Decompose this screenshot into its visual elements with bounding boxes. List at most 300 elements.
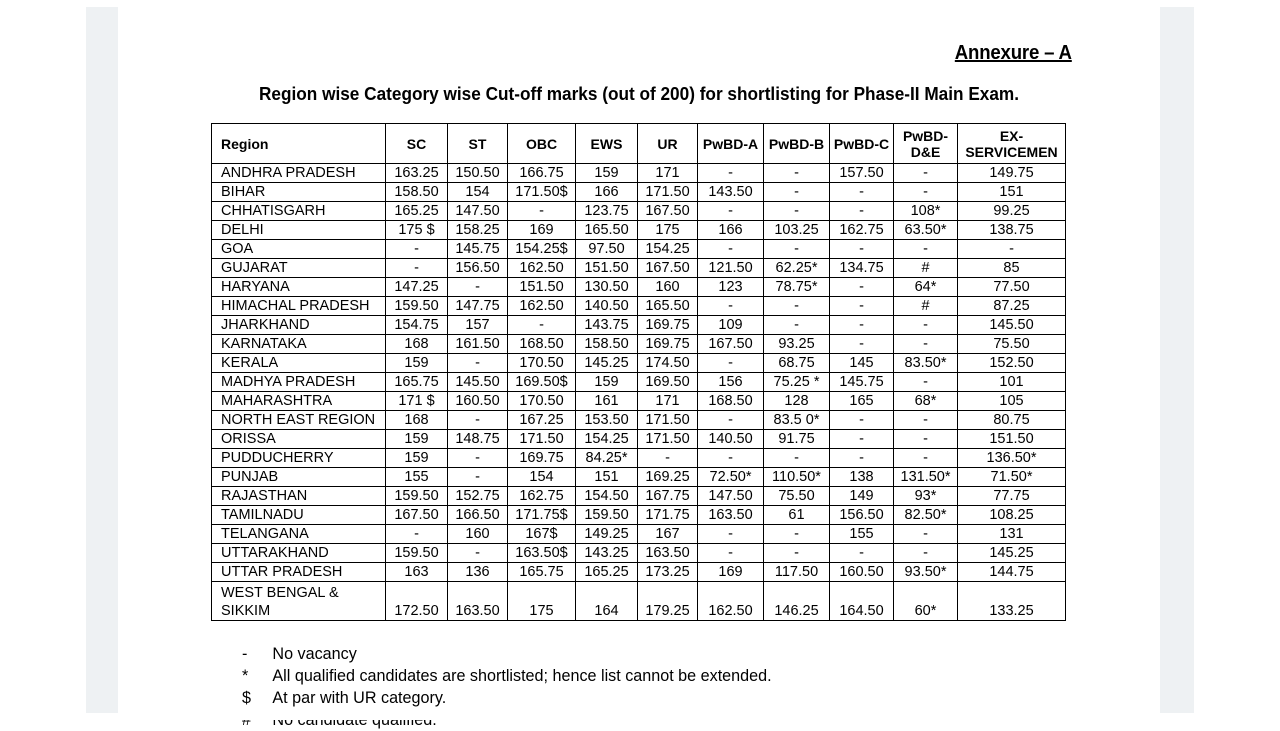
cutoff-cell: 149 bbox=[830, 487, 894, 506]
cutoff-cell: 162.50 bbox=[508, 297, 576, 316]
region-cell: NORTH EAST REGION bbox=[212, 411, 386, 430]
region-cell: RAJASTHAN bbox=[212, 487, 386, 506]
annexure-heading: Annexure – A bbox=[955, 42, 1072, 64]
cutoff-cell: - bbox=[448, 544, 508, 563]
table-row bbox=[212, 544, 1066, 563]
column-header: OBC bbox=[508, 124, 576, 164]
region-cell: JHARKHAND bbox=[212, 316, 386, 335]
cutoff-cell: 143.75 bbox=[576, 316, 638, 335]
cutoff-cell: - bbox=[894, 411, 958, 430]
cutoff-cell: 154.25$ bbox=[508, 240, 576, 259]
cutoff-cell: 163.50 bbox=[448, 582, 508, 621]
cutoff-cell: 161 bbox=[576, 392, 638, 411]
cutoff-cell: 160 bbox=[638, 278, 698, 297]
cutoff-cell: 154.50 bbox=[576, 487, 638, 506]
cutoff-cell: 154 bbox=[508, 468, 576, 487]
document-page bbox=[118, 7, 1160, 713]
cutoff-cell: 144.75 bbox=[958, 563, 1066, 582]
cutoff-cell: 64* bbox=[894, 278, 958, 297]
cutoff-cell: 84.25* bbox=[576, 449, 638, 468]
cutoff-cell: 97.50 bbox=[576, 240, 638, 259]
cutoff-cell: 136 bbox=[448, 563, 508, 582]
region-cell: UTTAR PRADESH bbox=[212, 563, 386, 582]
cutoff-cell: 131.50* bbox=[894, 468, 958, 487]
table-row bbox=[212, 202, 1066, 221]
cutoff-cell: 145.25 bbox=[576, 354, 638, 373]
region-cell: HIMACHAL PRADESH bbox=[212, 297, 386, 316]
cutoff-cell: - bbox=[698, 411, 764, 430]
cutoff-cell: 154 bbox=[448, 183, 508, 202]
table-row bbox=[212, 354, 1066, 373]
cutoff-cell: 85 bbox=[958, 259, 1066, 278]
cutoff-cell: - bbox=[894, 373, 958, 392]
legend-item bbox=[242, 665, 772, 687]
cutoff-cell: - bbox=[698, 544, 764, 563]
cutoff-cell: # bbox=[894, 259, 958, 278]
table-header-row bbox=[212, 124, 1066, 164]
cutoff-cell: 171.50 bbox=[638, 183, 698, 202]
cutoff-cell: 165.25 bbox=[576, 563, 638, 582]
cutoff-cell: 123.75 bbox=[576, 202, 638, 221]
column-header: PwBD-D&E bbox=[894, 124, 958, 164]
table-row bbox=[212, 373, 1066, 392]
cutoff-cell: 159 bbox=[386, 430, 448, 449]
cutoff-cell: - bbox=[830, 297, 894, 316]
region-cell: MAHARASHTRA bbox=[212, 392, 386, 411]
region-cell: GOA bbox=[212, 240, 386, 259]
cutoff-cell: 151 bbox=[958, 183, 1066, 202]
table-row bbox=[212, 487, 1066, 506]
cutoff-cell: - bbox=[764, 449, 830, 468]
table-row bbox=[212, 392, 1066, 411]
cutoff-cell: 78.75* bbox=[764, 278, 830, 297]
cutoff-cell: 171.75$ bbox=[508, 506, 576, 525]
cutoff-cell: - bbox=[894, 335, 958, 354]
cutoff-cell: 154.25 bbox=[576, 430, 638, 449]
column-header: EWS bbox=[576, 124, 638, 164]
cutoff-cell: - bbox=[830, 202, 894, 221]
cutoff-cell: - bbox=[764, 164, 830, 183]
column-header: PwBD-B bbox=[764, 124, 830, 164]
table-row bbox=[212, 449, 1066, 468]
cutoff-cell: 145.75 bbox=[830, 373, 894, 392]
cutoff-cell: - bbox=[958, 240, 1066, 259]
cutoff-cell: 167.25 bbox=[508, 411, 576, 430]
cutoff-cell: 72.50* bbox=[698, 468, 764, 487]
cutoff-cell: - bbox=[830, 240, 894, 259]
cutoff-cell: 165.50 bbox=[638, 297, 698, 316]
table-row bbox=[212, 430, 1066, 449]
region-cell: ORISSA bbox=[212, 430, 386, 449]
cutoff-cell: 169.75 bbox=[508, 449, 576, 468]
cutoff-cell: 145.50 bbox=[448, 373, 508, 392]
cutoff-cell: 169.75 bbox=[638, 335, 698, 354]
table-row bbox=[212, 582, 1066, 621]
cutoff-cell: 169 bbox=[508, 221, 576, 240]
cutoff-cell: 169.50 bbox=[638, 373, 698, 392]
cutoff-cell: 151 bbox=[576, 468, 638, 487]
cutoff-cell: 171.50 bbox=[638, 430, 698, 449]
cutoff-cell: 167.50 bbox=[638, 202, 698, 221]
cutoff-cell: 171.50$ bbox=[508, 183, 576, 202]
document-title: Region wise Category wise Cut-off marks (out of 200) for shortlisting for Phase-II Main Exam. bbox=[258, 83, 1020, 104]
column-header: UR bbox=[638, 124, 698, 164]
column-header: PwBD-C bbox=[830, 124, 894, 164]
legend-symbol: - bbox=[242, 644, 248, 663]
cutoff-cell: - bbox=[698, 449, 764, 468]
cutoff-cell: 166 bbox=[698, 221, 764, 240]
cutoff-cell: 167$ bbox=[508, 525, 576, 544]
cutoff-cell: 153.50 bbox=[576, 411, 638, 430]
cutoff-cell: 140.50 bbox=[698, 430, 764, 449]
cutoff-cell: 109 bbox=[698, 316, 764, 335]
cutoff-cell: - bbox=[764, 240, 830, 259]
cutoff-cell: 159.50 bbox=[386, 487, 448, 506]
column-header: SC bbox=[386, 124, 448, 164]
cutoff-cell: 91.75 bbox=[764, 430, 830, 449]
cutoff-cell: 93* bbox=[894, 487, 958, 506]
table-row bbox=[212, 506, 1066, 525]
cutoff-cell: 162.75 bbox=[830, 221, 894, 240]
cutoff-cell: 68* bbox=[894, 392, 958, 411]
cutoff-cell: - bbox=[386, 240, 448, 259]
cutoff-cell: 80.75 bbox=[958, 411, 1066, 430]
cutoff-cell: 169.25 bbox=[638, 468, 698, 487]
region-cell: BIHAR bbox=[212, 183, 386, 202]
cutoff-cell: - bbox=[698, 202, 764, 221]
cutoff-cell: 159 bbox=[386, 449, 448, 468]
cutoff-cell: - bbox=[386, 525, 448, 544]
cutoff-cell: - bbox=[830, 430, 894, 449]
cutoff-cell: 152.75 bbox=[448, 487, 508, 506]
cutoff-cell: - bbox=[698, 354, 764, 373]
cutoff-cell: 151.50 bbox=[508, 278, 576, 297]
table-row bbox=[212, 164, 1066, 183]
cutoff-cell: - bbox=[448, 278, 508, 297]
table-row bbox=[212, 221, 1066, 240]
cutoff-cell: 151.50 bbox=[576, 259, 638, 278]
cutoff-cell: 164.50 bbox=[830, 582, 894, 621]
cutoff-cell: 167.50 bbox=[638, 259, 698, 278]
table-row bbox=[212, 240, 1066, 259]
table-row bbox=[212, 297, 1066, 316]
cutoff-cell: - bbox=[764, 183, 830, 202]
cutoff-cell: 150.50 bbox=[448, 164, 508, 183]
cutoff-cell: 147.50 bbox=[698, 487, 764, 506]
cutoff-cell: 117.50 bbox=[764, 563, 830, 582]
cutoff-cell: 167.50 bbox=[386, 506, 448, 525]
cutoff-cell: 170.50 bbox=[508, 392, 576, 411]
cutoff-cell: 168.50 bbox=[698, 392, 764, 411]
cutoff-cell: 99.25 bbox=[958, 202, 1066, 221]
region-cell: TELANGANA bbox=[212, 525, 386, 544]
legend-symbol: $ bbox=[242, 688, 251, 707]
cutoff-cell: - bbox=[830, 335, 894, 354]
region-cell: PUDDUCHERRY bbox=[212, 449, 386, 468]
cutoff-cell: 149.25 bbox=[576, 525, 638, 544]
cutoff-cell: 75.25 * bbox=[764, 373, 830, 392]
cutoff-cell: # bbox=[894, 297, 958, 316]
cutoff-cell: 160 bbox=[448, 525, 508, 544]
cutoff-cell: 75.50 bbox=[958, 335, 1066, 354]
cutoff-cell: 131 bbox=[958, 525, 1066, 544]
legend-item bbox=[242, 687, 772, 709]
cutoff-cell: 165.25 bbox=[386, 202, 448, 221]
cutoff-cell: 166 bbox=[576, 183, 638, 202]
cutoff-cell: - bbox=[448, 449, 508, 468]
table-row bbox=[212, 278, 1066, 297]
cutoff-cell: 155 bbox=[386, 468, 448, 487]
cutoff-cell: - bbox=[508, 202, 576, 221]
cutoff-cell: 60* bbox=[894, 582, 958, 621]
cutoff-cell: 158.50 bbox=[576, 335, 638, 354]
table-row bbox=[212, 335, 1066, 354]
cutoff-cell: 145.75 bbox=[448, 240, 508, 259]
table-row bbox=[212, 183, 1066, 202]
cutoff-cell: 108.25 bbox=[958, 506, 1066, 525]
cutoff-cell: - bbox=[894, 544, 958, 563]
cutoff-cell: 138 bbox=[830, 468, 894, 487]
region-cell: WEST BENGAL & SIKKIM bbox=[212, 582, 386, 621]
legend-symbol: * bbox=[242, 666, 249, 685]
cutoff-cell: 143.50 bbox=[698, 183, 764, 202]
cutoff-table bbox=[211, 123, 1066, 621]
cutoff-cell: 169 bbox=[698, 563, 764, 582]
cutoff-cell: 157 bbox=[448, 316, 508, 335]
cutoff-cell: 166.75 bbox=[508, 164, 576, 183]
cutoff-cell: - bbox=[638, 449, 698, 468]
cutoff-cell: 151.50 bbox=[958, 430, 1066, 449]
legend-text: No vacancy bbox=[272, 644, 357, 663]
table-row bbox=[212, 316, 1066, 335]
cutoff-cell: 147.50 bbox=[448, 202, 508, 221]
cutoff-cell: 138.75 bbox=[958, 221, 1066, 240]
cutoff-cell: 171 bbox=[638, 164, 698, 183]
column-header: Region bbox=[212, 124, 386, 164]
cutoff-cell: 170.50 bbox=[508, 354, 576, 373]
region-cell: HARYANA bbox=[212, 278, 386, 297]
table-row bbox=[212, 411, 1066, 430]
table-body bbox=[212, 164, 1066, 621]
cutoff-cell: - bbox=[698, 297, 764, 316]
region-cell: MADHYA PRADESH bbox=[212, 373, 386, 392]
cutoff-cell: 161.50 bbox=[448, 335, 508, 354]
region-cell: GUJARAT bbox=[212, 259, 386, 278]
cutoff-cell: 164 bbox=[576, 582, 638, 621]
cutoff-cell: 169.50$ bbox=[508, 373, 576, 392]
cutoff-cell: 162.50 bbox=[698, 582, 764, 621]
cutoff-cell: 154.25 bbox=[638, 240, 698, 259]
cutoff-cell: 160.50 bbox=[830, 563, 894, 582]
cutoff-cell: 171 bbox=[638, 392, 698, 411]
legend-text: All qualified candidates are shortlisted; hence list cannot be extended. bbox=[272, 666, 772, 685]
cutoff-cell: - bbox=[894, 164, 958, 183]
cutoff-cell: 61 bbox=[764, 506, 830, 525]
cutoff-cell: - bbox=[448, 468, 508, 487]
cutoff-cell: 146.25 bbox=[764, 582, 830, 621]
cutoff-cell: 168 bbox=[386, 335, 448, 354]
region-cell: ANDHRA PRADESH bbox=[212, 164, 386, 183]
cutoff-cell: 169.75 bbox=[638, 316, 698, 335]
cutoff-cell: - bbox=[764, 525, 830, 544]
cutoff-cell: 174.50 bbox=[638, 354, 698, 373]
cutoff-cell: - bbox=[508, 316, 576, 335]
cutoff-cell: - bbox=[764, 316, 830, 335]
cutoff-cell: 155 bbox=[830, 525, 894, 544]
cutoff-cell: - bbox=[830, 544, 894, 563]
cutoff-cell: 168.50 bbox=[508, 335, 576, 354]
region-cell: CHHATISGARH bbox=[212, 202, 386, 221]
cutoff-cell: 156.50 bbox=[830, 506, 894, 525]
cutoff-cell: 83.5 0* bbox=[764, 411, 830, 430]
cutoff-cell: - bbox=[764, 202, 830, 221]
cutoff-cell: 156.50 bbox=[448, 259, 508, 278]
table-row bbox=[212, 468, 1066, 487]
cutoff-cell: - bbox=[698, 240, 764, 259]
region-cell: PUNJAB bbox=[212, 468, 386, 487]
cutoff-cell: 108* bbox=[894, 202, 958, 221]
cutoff-cell: 121.50 bbox=[698, 259, 764, 278]
cutoff-cell: 77.50 bbox=[958, 278, 1066, 297]
cutoff-cell: 147.75 bbox=[448, 297, 508, 316]
cutoff-cell: 87.25 bbox=[958, 297, 1066, 316]
cutoff-cell: - bbox=[698, 525, 764, 544]
cutoff-cell: 130.50 bbox=[576, 278, 638, 297]
cutoff-cell: - bbox=[894, 183, 958, 202]
cutoff-cell: 71.50* bbox=[958, 468, 1066, 487]
cutoff-cell: - bbox=[830, 411, 894, 430]
cutoff-cell: 175 bbox=[638, 221, 698, 240]
cutoff-cell: 156 bbox=[698, 373, 764, 392]
cutoff-cell: 171.50 bbox=[508, 430, 576, 449]
cutoff-cell: - bbox=[448, 411, 508, 430]
cutoff-cell: 93.50* bbox=[894, 563, 958, 582]
cutoff-cell: 154.75 bbox=[386, 316, 448, 335]
cutoff-cell: - bbox=[764, 297, 830, 316]
cutoff-cell: 63.50* bbox=[894, 221, 958, 240]
cutoff-cell: 93.25 bbox=[764, 335, 830, 354]
cutoff-cell: - bbox=[698, 164, 764, 183]
cutoff-cell: 159.50 bbox=[576, 506, 638, 525]
cutoff-cell: 68.75 bbox=[764, 354, 830, 373]
cutoff-cell: 83.50* bbox=[894, 354, 958, 373]
table-row bbox=[212, 525, 1066, 544]
cutoff-cell: 160.50 bbox=[448, 392, 508, 411]
column-header: PwBD-A bbox=[698, 124, 764, 164]
cutoff-cell: 163 bbox=[386, 563, 448, 582]
cutoff-cell: 163.50$ bbox=[508, 544, 576, 563]
cutoff-cell: 167.75 bbox=[638, 487, 698, 506]
cutoff-cell: 171 $ bbox=[386, 392, 448, 411]
cutoff-cell: 165 bbox=[830, 392, 894, 411]
cutoff-cell: 140.50 bbox=[576, 297, 638, 316]
cutoff-cell: - bbox=[894, 449, 958, 468]
cutoff-cell: - bbox=[894, 240, 958, 259]
cutoff-cell: - bbox=[764, 544, 830, 563]
table-row bbox=[212, 259, 1066, 278]
cutoff-cell: - bbox=[894, 430, 958, 449]
region-cell: KERALA bbox=[212, 354, 386, 373]
cutoff-cell: 103.25 bbox=[764, 221, 830, 240]
region-cell: DELHI bbox=[212, 221, 386, 240]
cutoff-cell: 148.75 bbox=[448, 430, 508, 449]
cutoff-cell: 136.50* bbox=[958, 449, 1066, 468]
cutoff-cell: 145.25 bbox=[958, 544, 1066, 563]
cutoff-cell: 101 bbox=[958, 373, 1066, 392]
cutoff-cell: - bbox=[830, 183, 894, 202]
cutoff-cell: 159 bbox=[386, 354, 448, 373]
cutoff-cell: 173.25 bbox=[638, 563, 698, 582]
cutoff-cell: 110.50* bbox=[764, 468, 830, 487]
cutoff-cell: 172.50 bbox=[386, 582, 448, 621]
cutoff-cell: - bbox=[386, 259, 448, 278]
legend-item bbox=[242, 643, 772, 665]
cutoff-cell: - bbox=[830, 278, 894, 297]
cutoff-cell: 77.75 bbox=[958, 487, 1066, 506]
cutoff-cell: 165.75 bbox=[386, 373, 448, 392]
cutoff-cell: 179.25 bbox=[638, 582, 698, 621]
cutoff-cell: 159 bbox=[576, 164, 638, 183]
cutoff-cell: 149.75 bbox=[958, 164, 1066, 183]
cutoff-cell: - bbox=[894, 316, 958, 335]
cutoff-cell: 167 bbox=[638, 525, 698, 544]
cutoff-cell: - bbox=[830, 316, 894, 335]
cutoff-cell: 175 $ bbox=[386, 221, 448, 240]
cutoff-cell: 159.50 bbox=[386, 544, 448, 563]
cutoff-cell: 128 bbox=[764, 392, 830, 411]
page-bottom-cutoff bbox=[118, 711, 1160, 720]
cutoff-cell: 167.50 bbox=[698, 335, 764, 354]
cutoff-cell: 82.50* bbox=[894, 506, 958, 525]
cutoff-cell: - bbox=[894, 525, 958, 544]
cutoff-cell: - bbox=[830, 449, 894, 468]
region-cell: TAMILNADU bbox=[212, 506, 386, 525]
cutoff-cell: 163.50 bbox=[638, 544, 698, 563]
cutoff-cell: 165.75 bbox=[508, 563, 576, 582]
cutoff-cell: 166.50 bbox=[448, 506, 508, 525]
table-row bbox=[212, 563, 1066, 582]
cutoff-cell: 158.50 bbox=[386, 183, 448, 202]
cutoff-cell: 163.50 bbox=[698, 506, 764, 525]
cutoff-cell: 171.75 bbox=[638, 506, 698, 525]
cutoff-cell: 159.50 bbox=[386, 297, 448, 316]
column-header: ST bbox=[448, 124, 508, 164]
cutoff-cell: 143.25 bbox=[576, 544, 638, 563]
cutoff-cell: 163.25 bbox=[386, 164, 448, 183]
cutoff-cell: 175 bbox=[508, 582, 576, 621]
cutoff-cell: 171.50 bbox=[638, 411, 698, 430]
legend-text: At par with UR category. bbox=[272, 688, 447, 707]
region-cell: UTTARAKHAND bbox=[212, 544, 386, 563]
cutoff-cell: 159 bbox=[576, 373, 638, 392]
cutoff-cell: 123 bbox=[698, 278, 764, 297]
cutoff-cell: 152.50 bbox=[958, 354, 1066, 373]
cutoff-cell: 75.50 bbox=[764, 487, 830, 506]
cutoff-cell: 147.25 bbox=[386, 278, 448, 297]
cutoff-cell: 105 bbox=[958, 392, 1066, 411]
cutoff-cell: 62.25* bbox=[764, 259, 830, 278]
cutoff-cell: 165.50 bbox=[576, 221, 638, 240]
cutoff-cell: 145.50 bbox=[958, 316, 1066, 335]
cutoff-cell: 162.50 bbox=[508, 259, 576, 278]
cutoff-cell: 158.25 bbox=[448, 221, 508, 240]
cutoff-cell: 145 bbox=[830, 354, 894, 373]
cutoff-cell: 134.75 bbox=[830, 259, 894, 278]
cutoff-cell: 162.75 bbox=[508, 487, 576, 506]
cutoff-cell: 168 bbox=[386, 411, 448, 430]
column-header: EX-SERVICEMEN bbox=[958, 124, 1066, 164]
region-cell: KARNATAKA bbox=[212, 335, 386, 354]
